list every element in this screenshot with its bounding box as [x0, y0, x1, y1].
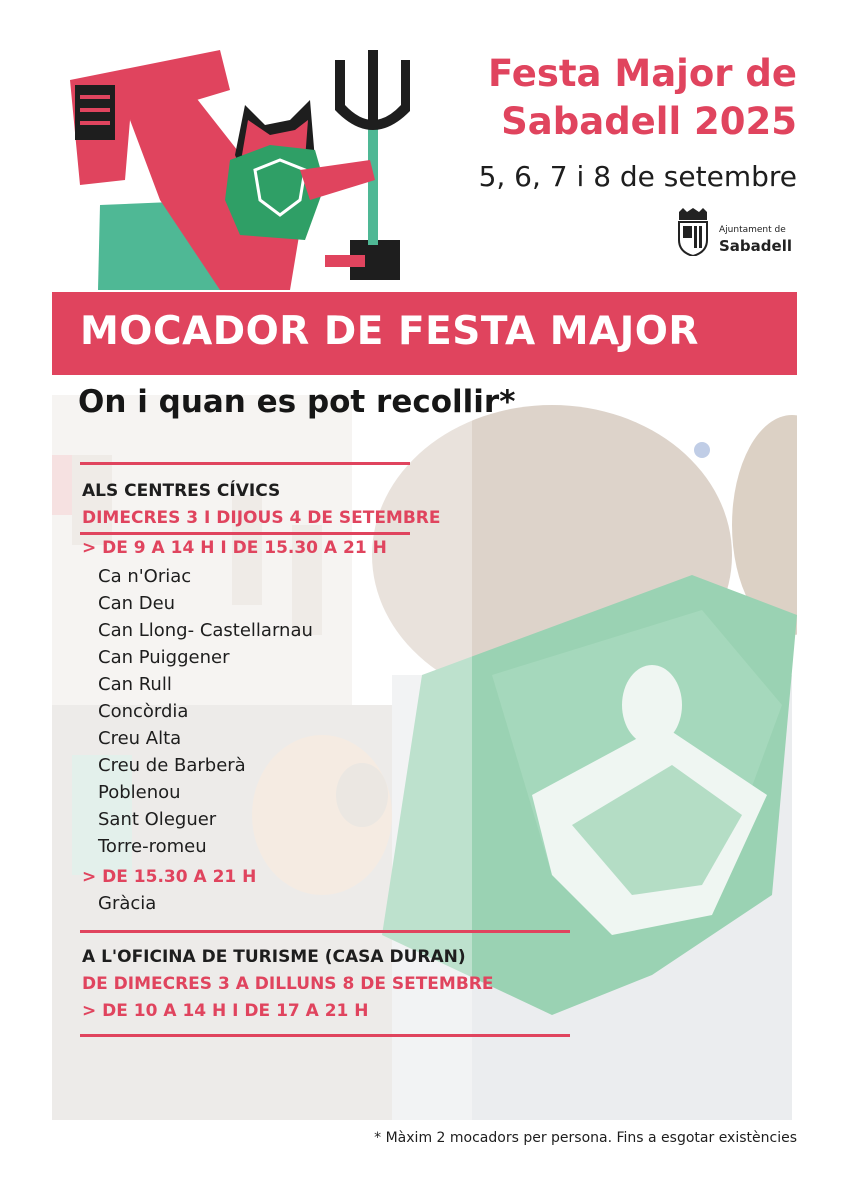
ajuntament-logo: [675, 208, 805, 258]
divider: [80, 1034, 570, 1037]
divider: [80, 462, 410, 465]
banner-title: MOCADOR DE FESTA MAJOR: [80, 309, 699, 354]
ajuntament-small-label: Ajuntament de: [719, 225, 786, 235]
list-item: Can Puiggener: [98, 647, 230, 668]
turisme-hours: > DE 10 A 14 H I DE 17 A 21 H: [82, 1001, 369, 1021]
centres-list: [98, 563, 313, 860]
footnote: * Màxim 2 mocadors per persona. Fins a esgotar existències: [374, 1130, 797, 1146]
centres-days: DIMECRES 3 I DIJOUS 4 DE SETEMBRE: [82, 508, 441, 528]
list-item: Torre-romeu: [98, 836, 207, 857]
divider: [80, 532, 410, 535]
title-banner: [52, 292, 797, 375]
event-dates: 5, 6, 7 i 8 de setembre: [478, 160, 797, 193]
centres-hours-1: > DE 9 A 14 H I DE 15.30 A 21 H: [82, 538, 387, 558]
list-item: Can Llong- Castellarnau: [98, 620, 313, 641]
turisme-days: DE DIMECRES 3 A DILLUNS 8 DE SETEMBRE: [82, 974, 494, 994]
list-item: Can Deu: [98, 593, 176, 614]
list-item: Can Rull: [98, 674, 172, 695]
list-item: Poblenou: [98, 782, 181, 803]
centres-heading: ALS CENTRES CÍVICS: [82, 481, 281, 501]
list-item: Sant Oleguer: [98, 809, 217, 830]
turisme-heading: A L'OFICINA DE TURISME (CASA DURAN): [82, 947, 466, 967]
centres-hours-2: > DE 15.30 A 21 H: [82, 867, 257, 887]
coat-of-arms-icon: [675, 208, 711, 256]
event-title: Festa Major de Sabadell 2025: [487, 52, 797, 143]
ajuntament-name: Sabadell: [719, 237, 792, 255]
list-item: Creu Alta: [98, 728, 182, 749]
divider: [80, 930, 570, 933]
list-item: Concòrdia: [98, 701, 189, 722]
list-item: Creu de Barberà: [98, 755, 246, 776]
list-item: Ca n'Oriac: [98, 566, 192, 587]
list-item: Gràcia: [98, 893, 157, 914]
subtitle: On i quan es pot recollir*: [78, 384, 516, 420]
devil-illustration: [70, 50, 410, 290]
